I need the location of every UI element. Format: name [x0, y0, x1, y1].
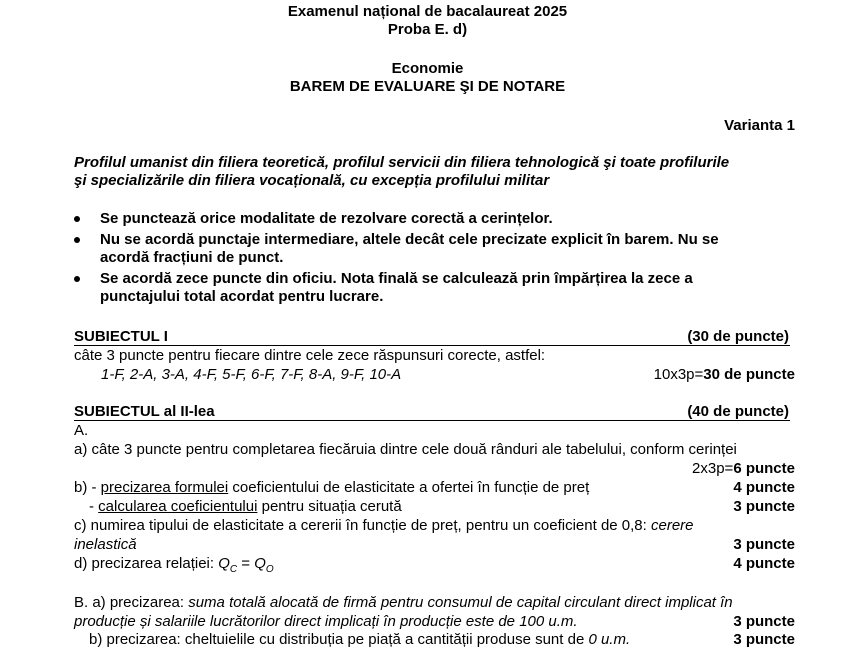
item-d-text: d) precizarea relației: $Q_C = Q_O$ — [74, 555, 274, 575]
item-a-text: a) câte 3 puncte pentru completarea fiecăruia dintre cele două rânduri ale tabelului, conform cerinței — [74, 441, 737, 458]
item-c-line-1: c) numirea tipului de elasticitate a cererii în funcție de preț, pentru un coeficient de 0,8: cerere — [74, 517, 694, 534]
profile-line-1: Profilul umanist din filiera teoretică, profilul servicii din filiera tehnologică şi toate profilurile — [74, 154, 730, 171]
rule-2-line-2: acordă fracțiuni de punct. — [100, 249, 284, 266]
subject-1-title: SUBIECTUL I — [74, 328, 168, 345]
item-b2-text: - calcularea coeficientului pentru situația cerută — [89, 498, 402, 515]
exam-title: Examenul național de bacalaureat 2025 — [287, 3, 568, 20]
subject-1-intro: câte 3 puncte pentru fiecare dintre cele zece răspunsuri corecte, astfel: — [74, 347, 546, 364]
item-b2-score: 3 puncte — [733, 498, 795, 515]
subject-name: Economie — [391, 60, 464, 77]
rule-3-line-1: Se acordă zece puncte din oficiu. Nota finală se calculează prin împărțirea la zece a — [100, 270, 693, 287]
exam-section: Proba E. d) — [387, 21, 468, 38]
rule-3-line-2: punctajului total acordat pentru lucrare. — [100, 288, 384, 305]
subject-1-points: (30 de puncte) — [687, 328, 789, 345]
doc-title: BAREM DE EVALUARE ŞI DE NOTARE — [289, 78, 566, 95]
profile-line-2: şi specializările din filiera vocațională, cu excepția profilului militar — [74, 172, 550, 189]
item-c-line-2: inelastică — [74, 536, 137, 553]
bullet-icon — [74, 276, 80, 282]
item-ba-line-1: B. a) precizarea: suma totală alocată de firmă pentru consumul de capital circulant direct implicat în — [74, 594, 733, 611]
item-d-score: 4 puncte — [733, 555, 795, 572]
subject-2-points: (40 de puncte) — [687, 403, 789, 420]
item-ba-score: 3 puncte — [733, 613, 795, 630]
subject-1-answers: 1-F, 2-A, 3-A, 4-F, 5-F, 6-F, 7-F, 8-A, 9-F, 10-A — [101, 366, 402, 383]
subject-2-title: SUBIECTUL al II-lea — [74, 403, 215, 420]
item-bb-text: b) precizarea: cheltuielile cu distribuția pe piață a cantității produse sunt de 0 u.m. — [89, 631, 631, 648]
subject-1-divider — [74, 345, 790, 346]
rule-1-line-1: Se punctează orice modalitate de rezolvare corectă a cerințelor. — [100, 210, 553, 227]
item-ba-line-2: producție și salariile lucrătorilor direct implicați în producție este de 100 u.m. — [74, 613, 578, 630]
bullet-icon — [74, 237, 80, 243]
bullet-icon — [74, 216, 80, 222]
item-bb-score: 3 puncte — [733, 631, 795, 648]
item-c-score: 3 puncte — [733, 536, 795, 553]
item-b1-score: 4 puncte — [733, 479, 795, 496]
item-b1-text: b) - precizarea formulei coeficientului de elasticitate a ofertei în funcție de preț — [74, 479, 590, 496]
item-a-score: 2x3p=6 puncte — [692, 460, 795, 477]
subject-1-score: 10x3p=30 de puncte — [653, 366, 795, 383]
rule-2-line-1: Nu se acordă punctaje intermediare, altele decât cele precizate explicit în barem. Nu se — [100, 231, 719, 248]
part-a-label: A. — [74, 422, 89, 439]
subject-2-divider — [74, 420, 790, 421]
variant-label: Varianta 1 — [724, 117, 795, 134]
